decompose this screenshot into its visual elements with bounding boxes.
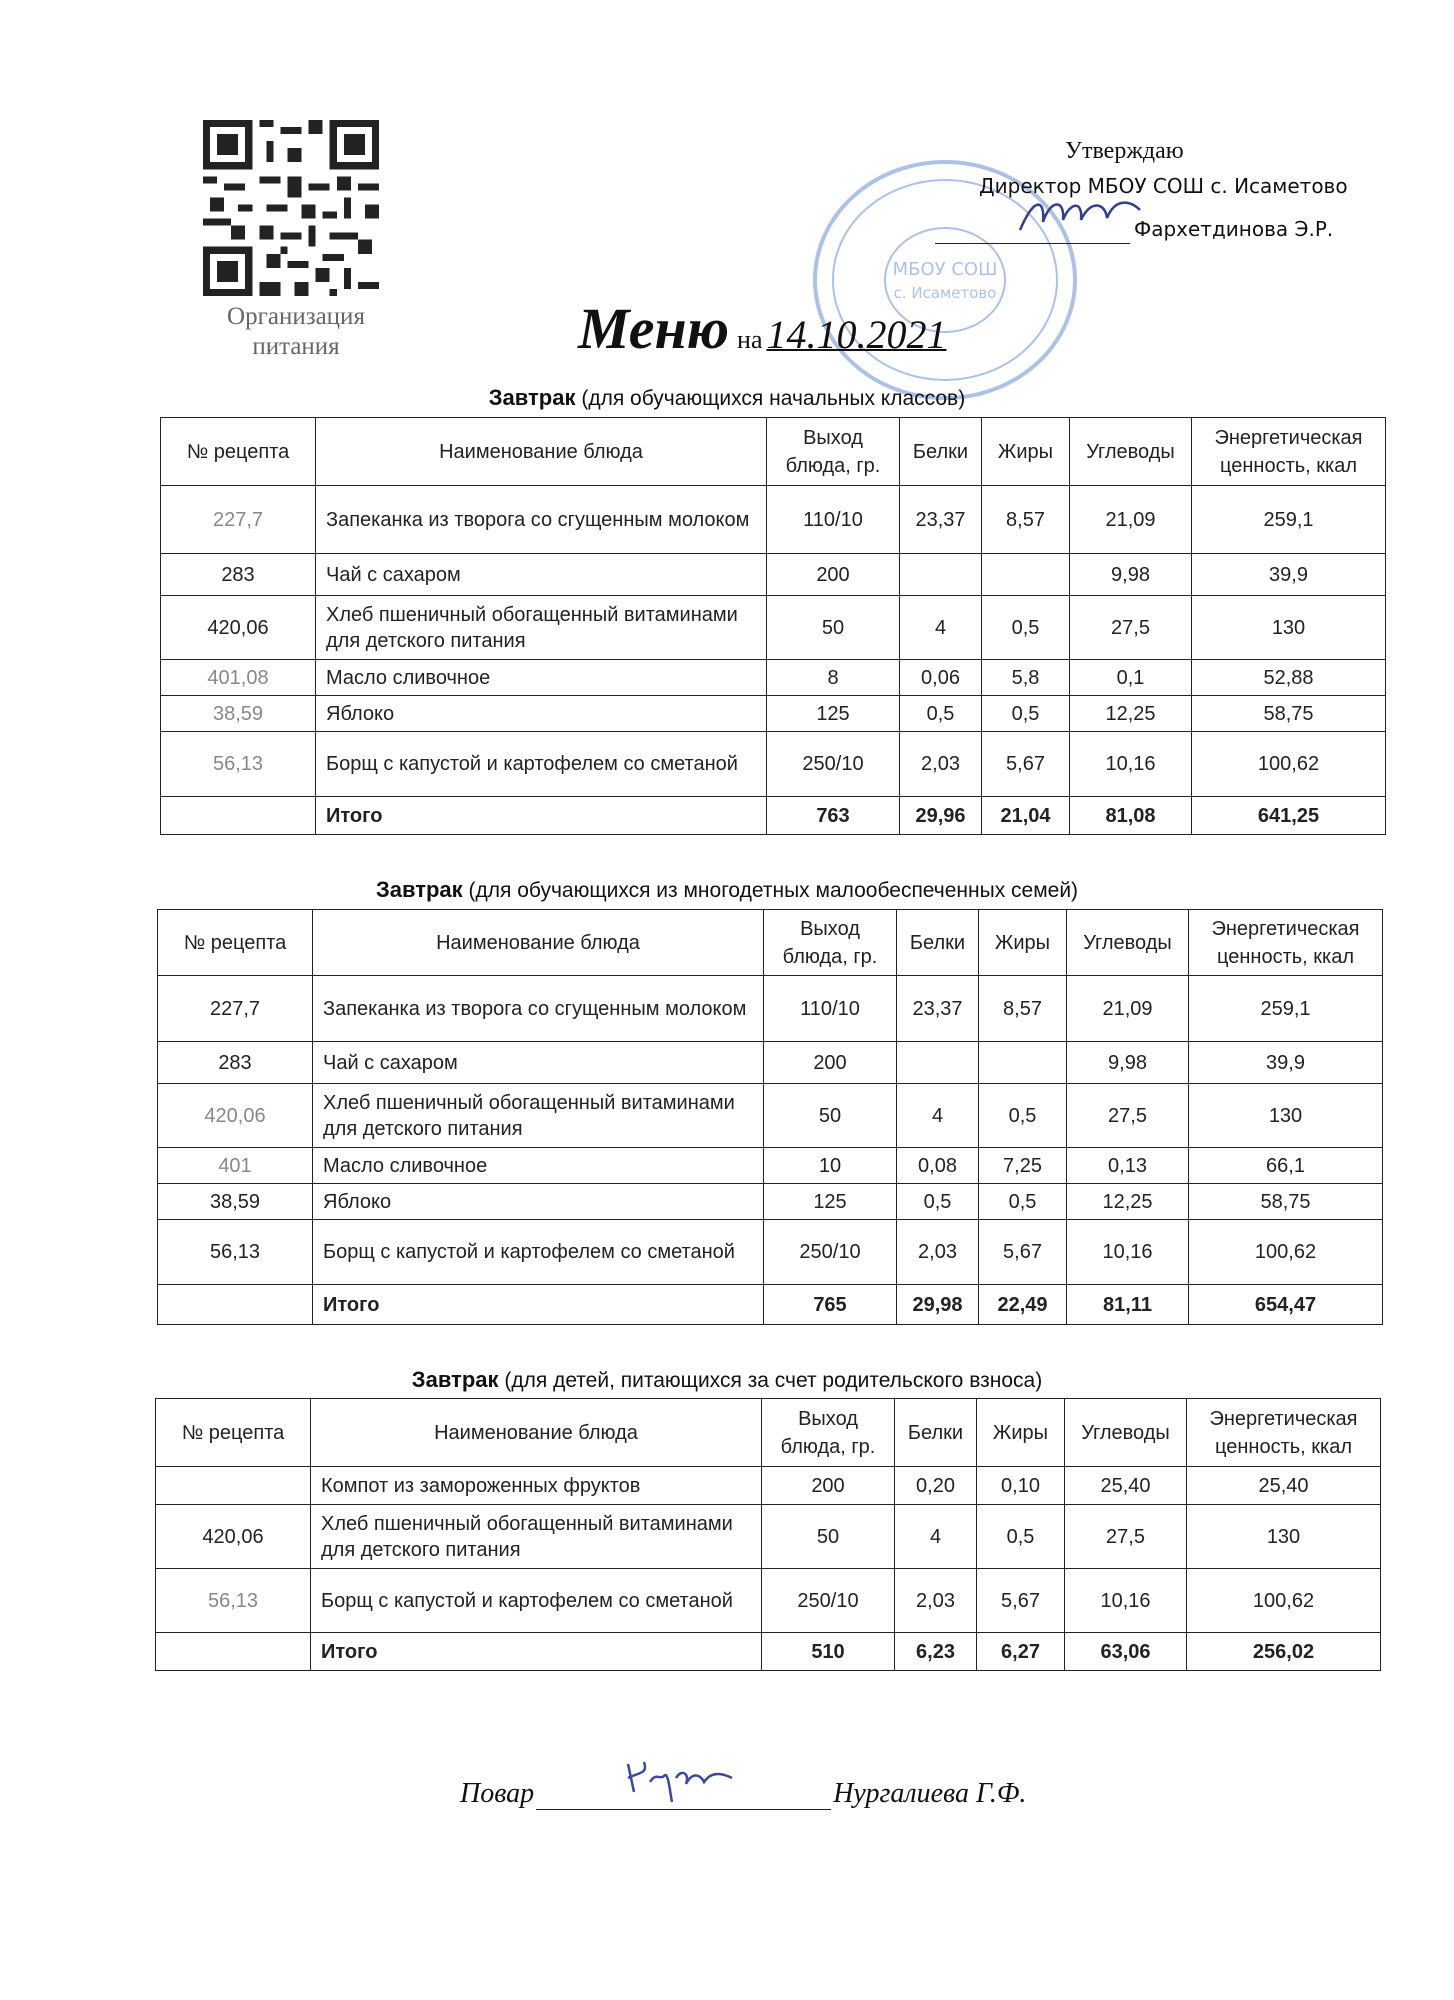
cell-carbs: 10,16	[1070, 732, 1192, 797]
cell-energy: 259,1	[1192, 486, 1386, 554]
cell-carbs: 12,25	[1070, 696, 1192, 732]
cell-fat: 8,57	[979, 976, 1067, 1042]
cell-protein: 0,06	[900, 660, 982, 696]
section-1-title-rest: (для обучающихся начальных классов)	[581, 387, 966, 410]
cell-name: Масло сливочное	[313, 1148, 764, 1184]
cell-fat: 5,67	[977, 1569, 1065, 1633]
cell-fat: 7,25	[979, 1148, 1067, 1184]
cell-total-fat: 6,27	[977, 1633, 1065, 1671]
cell-total-output: 510	[762, 1633, 895, 1671]
qr-caption-line1: Организация	[227, 303, 365, 330]
table-row	[161, 696, 1386, 732]
col-recipe: № рецепта	[161, 418, 316, 486]
table-row	[156, 1467, 1381, 1505]
cell-fat: 0,10	[977, 1467, 1065, 1505]
cell-energy: 58,75	[1192, 696, 1386, 732]
cell-total-protein: 29,96	[900, 797, 982, 835]
table-row	[158, 976, 1383, 1042]
table-header	[156, 1399, 1381, 1467]
cell-total-protein: 6,23	[895, 1633, 977, 1671]
cell-recipe	[158, 1285, 313, 1325]
cell-energy: 39,9	[1192, 554, 1386, 596]
col-name: Наименование блюда	[311, 1399, 762, 1467]
table-total-row	[156, 1633, 1381, 1671]
table-row	[158, 1084, 1383, 1148]
section-2-title-bold: Завтрак	[375, 877, 463, 902]
cell-name: Масло сливочное	[316, 660, 767, 696]
col-protein: Белки	[897, 910, 979, 976]
table-total-row	[158, 1285, 1383, 1325]
col-name: Наименование блюда	[316, 418, 767, 486]
cell-energy: 259,1	[1189, 976, 1383, 1042]
cell-carbs: 21,09	[1070, 486, 1192, 554]
cell-name: Компот из замороженных фруктов	[311, 1467, 762, 1505]
cell-total-energy: 641,25	[1192, 797, 1386, 835]
cell-total-output: 763	[767, 797, 900, 835]
cell-energy: 130	[1187, 1505, 1381, 1569]
cell-name: Хлеб пшеничный обогащенный витаминами для детского питания	[311, 1505, 762, 1569]
cell-recipe: 38,59	[158, 1184, 313, 1220]
cell-energy: 130	[1189, 1084, 1383, 1148]
table-row	[158, 1220, 1383, 1285]
cell-protein: 4	[900, 596, 982, 660]
title-text: Меню	[578, 296, 730, 361]
menu-table-2	[157, 909, 1383, 1325]
cell-total-carbs: 63,06	[1065, 1633, 1187, 1671]
cell-carbs: 12,25	[1067, 1184, 1189, 1220]
col-protein: Белки	[900, 418, 982, 486]
cell-protein	[897, 1042, 979, 1084]
cell-carbs: 27,5	[1067, 1084, 1189, 1148]
col-carbs: Углеводы	[1065, 1399, 1187, 1467]
cell-output: 200	[762, 1467, 895, 1505]
cell-recipe: 38,59	[161, 696, 316, 732]
cell-protein: 23,37	[900, 486, 982, 554]
cell-energy: 100,62	[1192, 732, 1386, 797]
cell-recipe: 283	[161, 554, 316, 596]
cell-protein: 4	[895, 1505, 977, 1569]
col-fat: Жиры	[982, 418, 1070, 486]
title-on: на	[737, 325, 763, 354]
approval-name: Фархетдинова Э.Р.	[1134, 217, 1334, 241]
director-signature	[1015, 190, 1145, 240]
cell-energy: 100,62	[1189, 1220, 1383, 1285]
table-header	[158, 910, 1383, 976]
col-carbs: Углеводы	[1070, 418, 1192, 486]
table-total-row	[161, 797, 1386, 835]
section-1-title-bold: Завтрак	[488, 385, 576, 410]
cell-carbs: 25,40	[1065, 1467, 1187, 1505]
col-recipe: № рецепта	[158, 910, 313, 976]
cell-fat: 8,57	[982, 486, 1070, 554]
cell-energy: 39,9	[1189, 1042, 1383, 1084]
cell-recipe: 420,06	[158, 1084, 313, 1148]
cell-name: Борщ с капустой и картофелем со сметаной	[313, 1220, 764, 1285]
cell-energy: 130	[1192, 596, 1386, 660]
cell-fat: 0,5	[977, 1505, 1065, 1569]
cell-name: Яблоко	[313, 1184, 764, 1220]
col-energy: Энергетическая ценность, ккал	[1187, 1399, 1381, 1467]
cell-carbs: 10,16	[1067, 1220, 1189, 1285]
cell-protein: 2,03	[900, 732, 982, 797]
cell-protein: 0,5	[900, 696, 982, 732]
cell-name: Чай с сахаром	[316, 554, 767, 596]
cell-carbs: 10,16	[1065, 1569, 1187, 1633]
cell-output: 110/10	[764, 976, 897, 1042]
table-header	[161, 418, 1386, 486]
cell-recipe	[156, 1633, 311, 1671]
col-output: Выход блюда, гр.	[762, 1399, 895, 1467]
cell-total-carbs: 81,08	[1070, 797, 1192, 835]
cell-protein: 23,37	[897, 976, 979, 1042]
approval-signature-line	[935, 214, 1395, 244]
cell-recipe: 283	[158, 1042, 313, 1084]
cell-recipe: 227,7	[158, 976, 313, 1042]
cell-energy: 52,88	[1192, 660, 1386, 696]
cell-output: 250/10	[767, 732, 900, 797]
cell-protein	[900, 554, 982, 596]
col-name: Наименование блюда	[313, 910, 764, 976]
cell-carbs: 9,98	[1070, 554, 1192, 596]
cell-output: 110/10	[767, 486, 900, 554]
approval-role: Директор МБОУ СОШ с. Исаметово	[979, 174, 1348, 198]
table-row	[158, 1148, 1383, 1184]
section-2-title-rest: (для обучающихся из многодетных малообеспеченных семей)	[468, 879, 1079, 902]
cell-output: 200	[767, 554, 900, 596]
cell-output: 50	[762, 1505, 895, 1569]
cell-fat	[982, 554, 1070, 596]
cell-protein: 0,20	[895, 1467, 977, 1505]
cell-total-fat: 21,04	[982, 797, 1070, 835]
cell-carbs: 27,5	[1070, 596, 1192, 660]
col-energy: Энергетическая ценность, ккал	[1192, 418, 1386, 486]
cell-recipe	[156, 1467, 311, 1505]
approval-title: Утверждаю	[1065, 138, 1184, 164]
cell-energy: 100,62	[1187, 1569, 1381, 1633]
table-row	[158, 1184, 1383, 1220]
table-row	[161, 486, 1386, 554]
cell-name: Чай с сахаром	[313, 1042, 764, 1084]
cell-total-label: Итого	[311, 1633, 762, 1671]
table-row	[161, 660, 1386, 696]
table-row	[158, 1042, 1383, 1084]
stamp-text-2: с. Исаметово	[893, 284, 997, 302]
cell-protein: 0,5	[897, 1184, 979, 1220]
table-row	[156, 1505, 1381, 1569]
cell-total-output: 765	[764, 1285, 897, 1325]
cell-total-label: Итого	[316, 797, 767, 835]
cell-total-label: Итого	[313, 1285, 764, 1325]
cell-name: Борщ с капустой и картофелем со сметаной	[316, 732, 767, 797]
col-fat: Жиры	[977, 1399, 1065, 1467]
cell-recipe	[161, 797, 316, 835]
table-row	[156, 1569, 1381, 1633]
col-protein: Белки	[895, 1399, 977, 1467]
cell-total-energy: 256,02	[1187, 1633, 1381, 1671]
cell-carbs: 21,09	[1067, 976, 1189, 1042]
section-title-1	[0, 384, 1454, 413]
cell-name: Борщ с капустой и картофелем со сметаной	[311, 1569, 762, 1633]
cell-carbs: 9,98	[1067, 1042, 1189, 1084]
cook-role: Повар	[460, 1778, 535, 1809]
cell-output: 125	[767, 696, 900, 732]
cell-energy: 25,40	[1187, 1467, 1381, 1505]
cell-protein: 2,03	[897, 1220, 979, 1285]
menu-table-3	[155, 1398, 1381, 1671]
qr-caption-line2: питания	[252, 333, 340, 360]
cell-output: 50	[767, 596, 900, 660]
cell-fat	[979, 1042, 1067, 1084]
cell-fat: 5,67	[979, 1220, 1067, 1285]
table-row	[161, 732, 1386, 797]
cell-recipe: 56,13	[158, 1220, 313, 1285]
cell-protein: 2,03	[895, 1569, 977, 1633]
cell-total-protein: 29,98	[897, 1285, 979, 1325]
cell-recipe: 401	[158, 1148, 313, 1184]
cell-output: 125	[764, 1184, 897, 1220]
cell-fat: 0,5	[982, 696, 1070, 732]
page-title	[578, 295, 947, 362]
cell-carbs: 0,1	[1070, 660, 1192, 696]
cell-recipe: 56,13	[156, 1569, 311, 1633]
cell-protein: 4	[897, 1084, 979, 1148]
menu-table-1	[160, 417, 1386, 835]
section-3-title-bold: Завтрак	[411, 1367, 499, 1392]
table-row	[161, 596, 1386, 660]
cell-total-carbs: 81,11	[1067, 1285, 1189, 1325]
cell-recipe: 227,7	[161, 486, 316, 554]
cell-fat: 0,5	[979, 1184, 1067, 1220]
cell-fat: 5,67	[982, 732, 1070, 797]
cell-protein: 0,08	[897, 1148, 979, 1184]
col-output: Выход блюда, гр.	[767, 418, 900, 486]
cook-signature-line	[460, 1778, 1026, 1810]
cell-recipe: 56,13	[161, 732, 316, 797]
cell-fat: 5,8	[982, 660, 1070, 696]
title-date: 14.10.2021	[766, 312, 947, 357]
col-carbs: Углеводы	[1067, 910, 1189, 976]
cell-energy: 66,1	[1189, 1148, 1383, 1184]
col-output: Выход блюда, гр.	[764, 910, 897, 976]
approval-block	[935, 136, 1395, 244]
cell-output: 8	[767, 660, 900, 696]
cell-name: Запеканка из творога со сгущенным молоком	[313, 976, 764, 1042]
cell-name: Хлеб пшеничный обогащенный витаминами для детского питания	[316, 596, 767, 660]
cell-fat: 0,5	[979, 1084, 1067, 1148]
cell-carbs: 27,5	[1065, 1505, 1187, 1569]
col-recipe: № рецепта	[156, 1399, 311, 1467]
cell-output: 250/10	[764, 1220, 897, 1285]
cell-total-energy: 654,47	[1189, 1285, 1383, 1325]
cell-fat: 0,5	[982, 596, 1070, 660]
cell-output: 200	[764, 1042, 897, 1084]
cell-total-fat: 22,49	[979, 1285, 1067, 1325]
col-energy: Энергетическая ценность, ккал	[1189, 910, 1383, 976]
cell-output: 250/10	[762, 1569, 895, 1633]
table-row	[161, 554, 1386, 596]
qr-caption	[196, 302, 396, 362]
cell-carbs: 0,13	[1067, 1148, 1189, 1184]
cook-signature	[620, 1752, 740, 1812]
cell-energy: 58,75	[1189, 1184, 1383, 1220]
section-3-title-rest: (для детей, питающихся за счет родительского взноса)	[504, 1369, 1043, 1392]
cell-name: Хлеб пшеничный обогащенный витаминами для детского питания	[313, 1084, 764, 1148]
col-fat: Жиры	[979, 910, 1067, 976]
cook-name: Нургалиева Г.Ф.	[833, 1778, 1027, 1809]
cell-name: Запеканка из творога со сгущенным молоком	[316, 486, 767, 554]
cell-recipe: 420,06	[156, 1505, 311, 1569]
cell-output: 10	[764, 1148, 897, 1184]
section-title-3	[0, 1366, 1454, 1395]
cell-recipe: 401,08	[161, 660, 316, 696]
section-title-2	[0, 876, 1454, 905]
cell-recipe: 420,06	[161, 596, 316, 660]
cell-output: 50	[764, 1084, 897, 1148]
qr-code	[203, 120, 379, 296]
stamp-text: МБОУ СОШ	[892, 259, 998, 280]
cell-name: Яблоко	[316, 696, 767, 732]
